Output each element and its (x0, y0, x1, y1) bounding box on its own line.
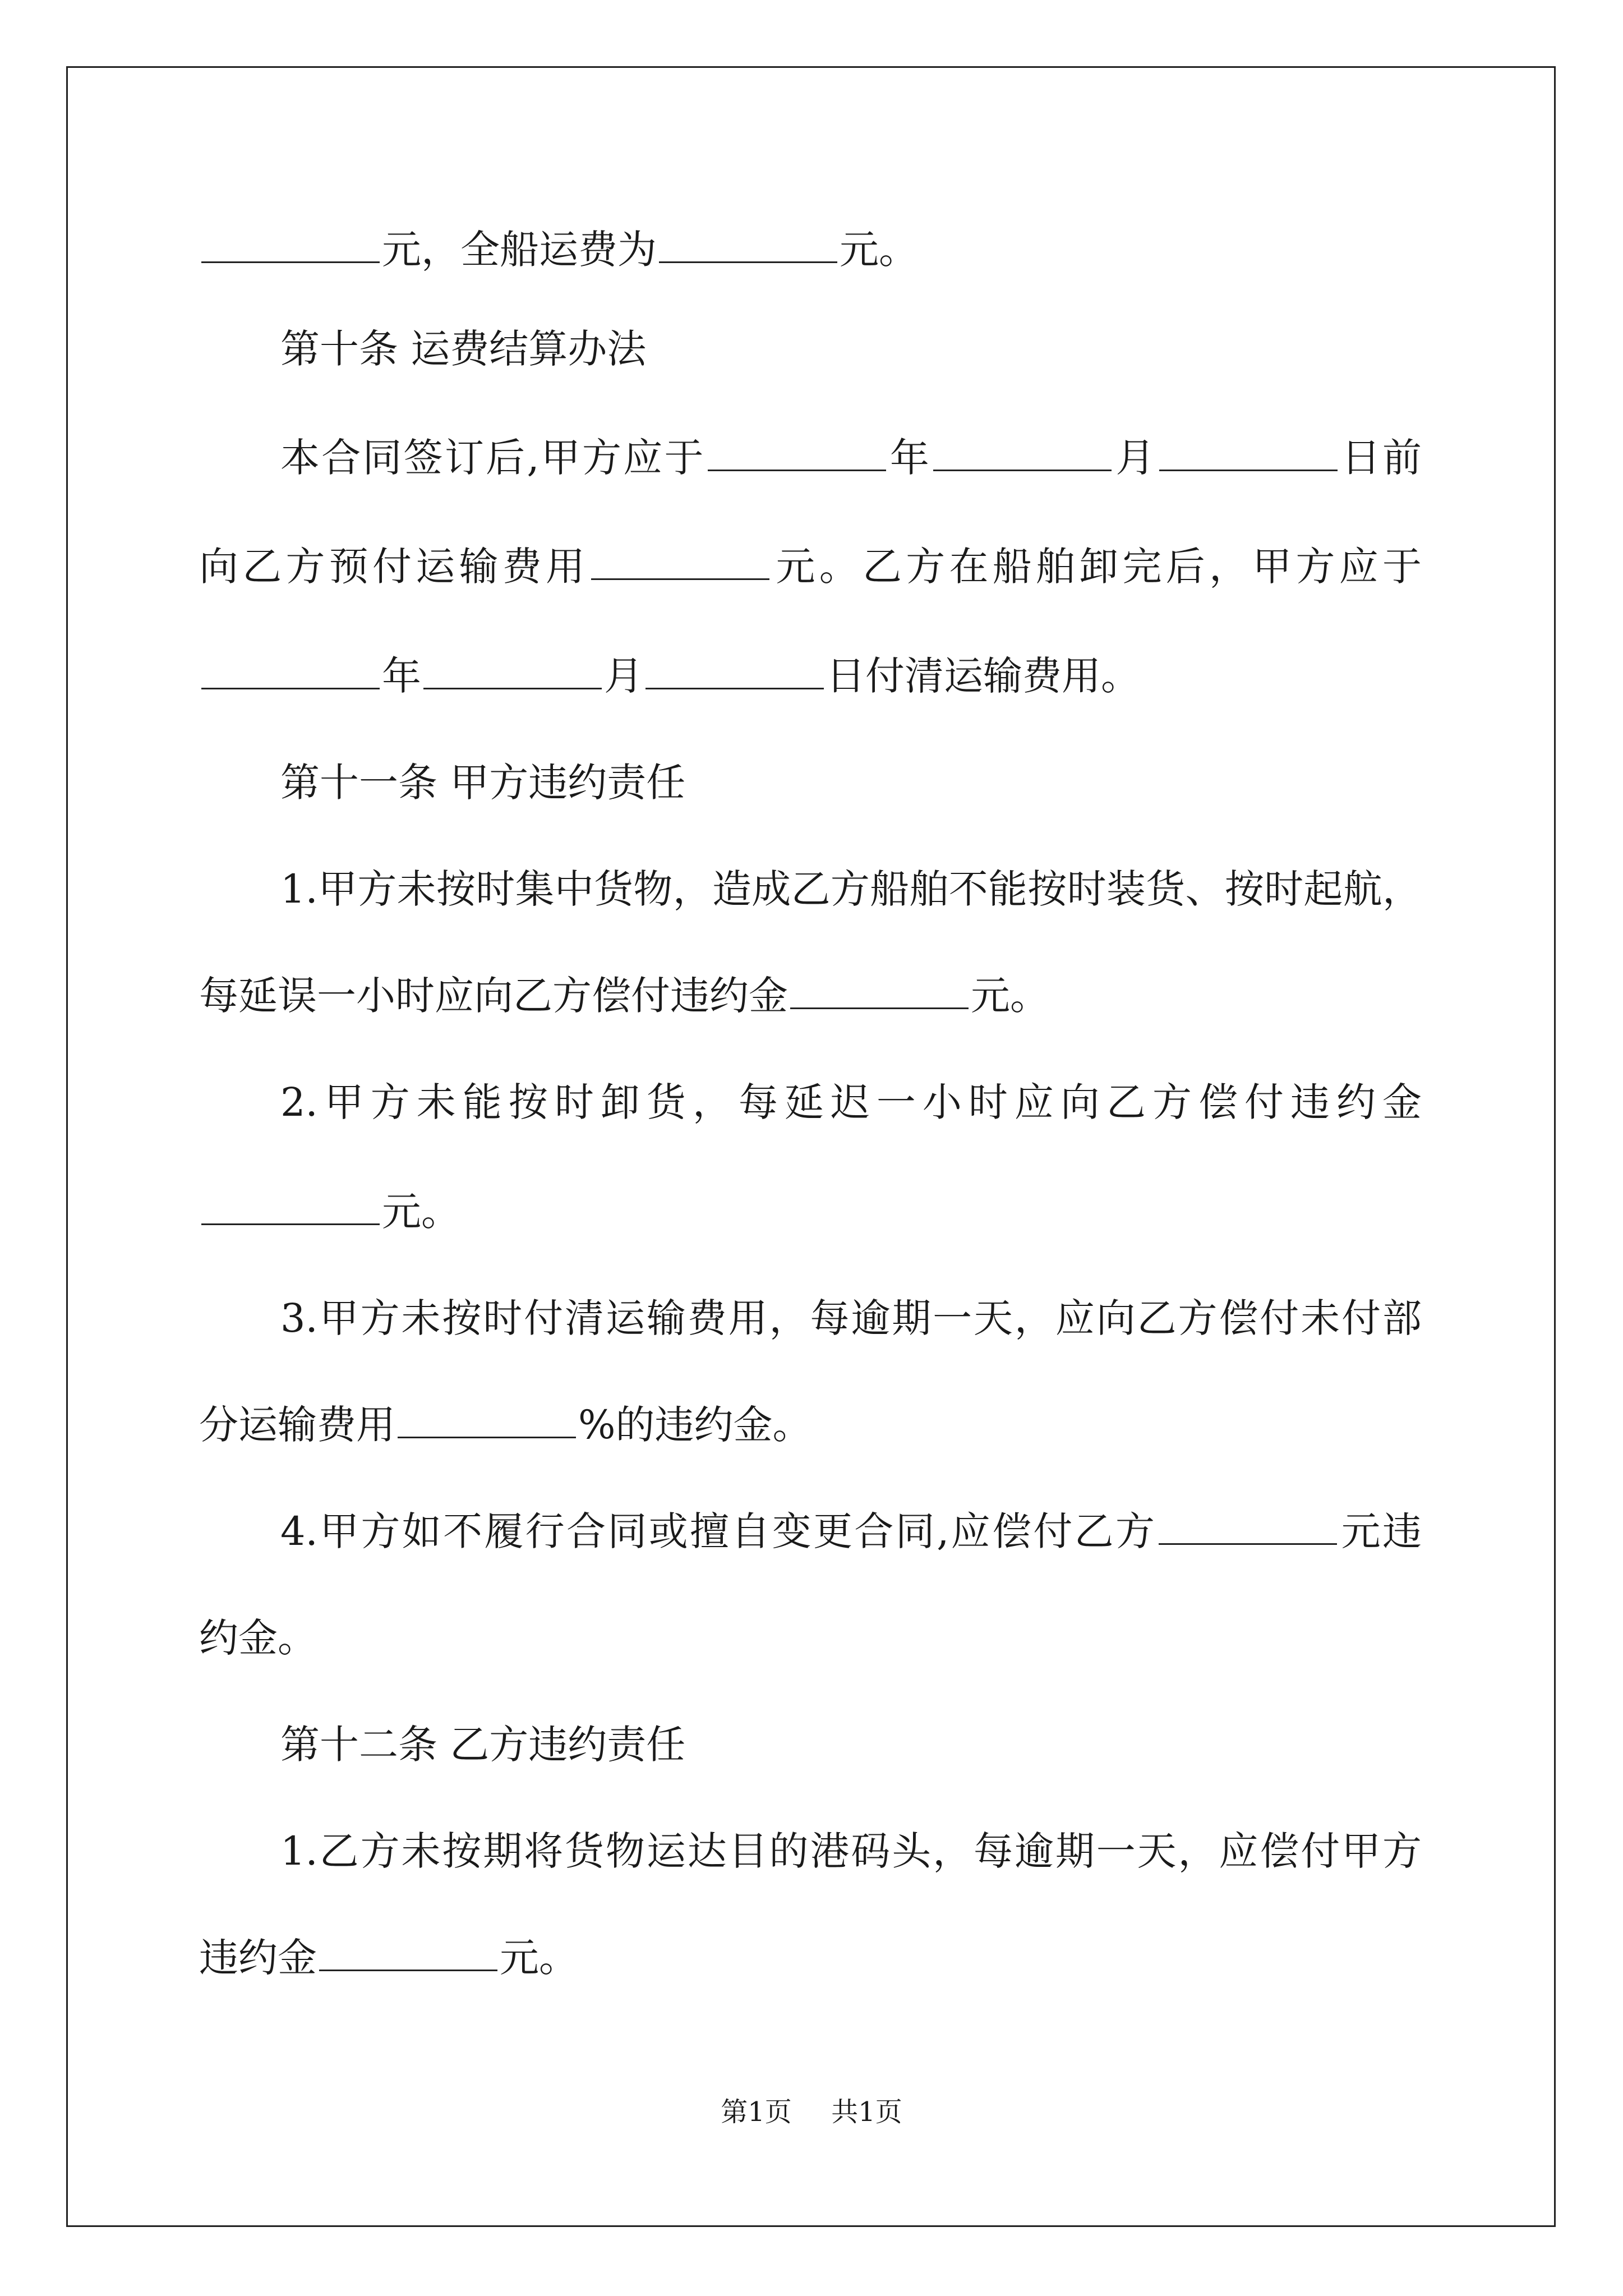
text-segment: 元违 (1339, 1508, 1422, 1554)
text-segment: 元。 (840, 227, 918, 273)
blank-field[interactable] (933, 432, 1112, 471)
text-line (199, 645, 1422, 707)
text-line (199, 965, 1422, 1027)
section-heading: 第十一条 甲方违约责任 (280, 760, 686, 806)
blank-field[interactable] (1159, 1506, 1337, 1545)
blank-field[interactable] (398, 1400, 576, 1438)
blank-field[interactable] (645, 651, 824, 689)
blank-field[interactable] (423, 651, 602, 689)
text-segment: 月 (604, 653, 643, 699)
text-line (280, 1501, 1422, 1562)
blank-field[interactable] (790, 970, 969, 1009)
text-segment: 每延误一小时应向乙方偿付违约金 (199, 973, 788, 1019)
text-segment: 年 (888, 435, 932, 481)
text-segment: 元。乙方在船舶卸完后，甲方应于 (772, 544, 1422, 590)
text-line: 1.甲方未按时集中货物，造成乙方船舶不能按时装货、按时起航， (280, 866, 1422, 912)
text-line (199, 219, 1422, 280)
text-line (199, 1181, 1422, 1243)
text-segment: 违约金 (199, 1935, 317, 1981)
text-segment: 分运输费用 (199, 1402, 395, 1448)
text-segment: 元。 (971, 973, 1049, 1019)
blank-field[interactable] (708, 432, 886, 471)
blank-field[interactable] (201, 1186, 380, 1225)
text-segment: 元，全船运费为 (382, 227, 657, 273)
text-line: 2.甲方未能按时卸货，每延迟一小时应向乙方偿付违约金 (280, 1079, 1422, 1125)
text-segment: 元。 (500, 1935, 578, 1981)
text-segment: 元。 (382, 1189, 460, 1235)
page-total: 共1页 (831, 2096, 902, 2128)
blank-field[interactable] (659, 224, 837, 263)
blank-field[interactable] (201, 651, 380, 689)
blank-field[interactable] (591, 541, 769, 580)
text-segment: 4.甲方如不履行合同或擅自变更合同,应偿付乙方 (280, 1508, 1157, 1554)
text-segment: 月 (1114, 435, 1157, 481)
page-number: 第1页 (721, 2096, 792, 2128)
text-line (199, 536, 1422, 597)
text-line (199, 1927, 1422, 1989)
text-line: 约金。 (199, 1615, 317, 1661)
page-footer (0, 2095, 1623, 2129)
blank-field[interactable] (319, 1932, 497, 1971)
text-line (280, 427, 1422, 489)
text-segment: 日付清运输费用。 (826, 653, 1140, 699)
text-segment: %的违约金。 (578, 1402, 812, 1448)
blank-field[interactable] (201, 224, 380, 263)
text-line (199, 1394, 1422, 1456)
text-line: 1.乙方未按期将货物运达目的港码头，每逾期一天，应偿付甲方 (280, 1828, 1422, 1874)
page-border (66, 66, 1556, 2227)
section-heading: 第十条 运费结算办法 (280, 326, 647, 372)
text-segment: 向乙方预付运输费用 (199, 544, 589, 590)
section-heading: 第十二条 乙方违约责任 (280, 1722, 686, 1768)
text-segment: 日前 (1339, 435, 1422, 481)
text-segment: 年 (382, 653, 421, 699)
blank-field[interactable] (1159, 432, 1338, 471)
text-line: 3.甲方未按时付清运输费用，每逾期一天，应向乙方偿付未付部 (280, 1295, 1422, 1341)
text-segment: 本合同签订后,甲方应于 (280, 435, 706, 481)
